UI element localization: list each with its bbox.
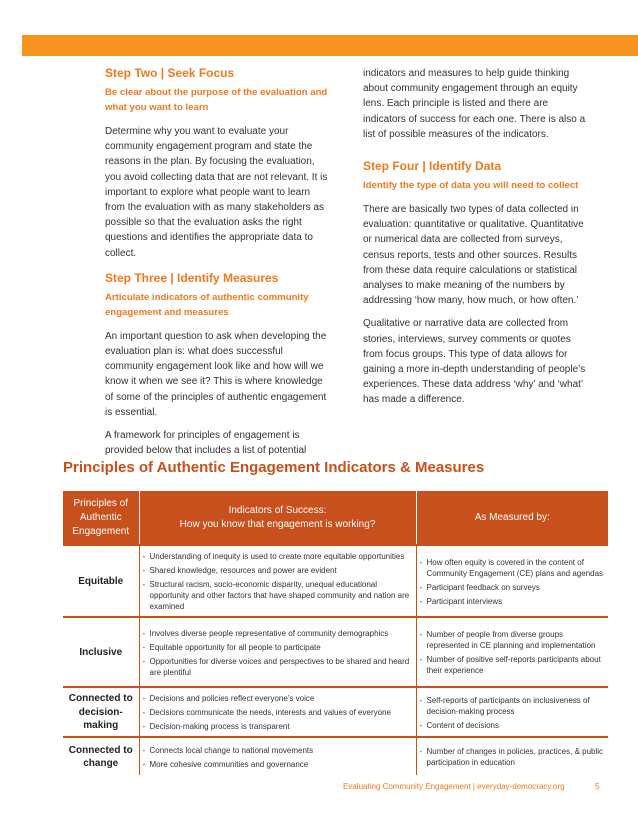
measure-item: - Participant feedback on surveys [420,582,606,593]
measure-item: - Number of changes in policies, practices, & public participation in education [420,746,606,768]
indicators-header [139,491,416,545]
step-four-title: Step Four | Identify Data [363,159,502,174]
indicator-item: - Decision-making process is transparent [143,721,413,732]
indicator-item: - Opportunities for diverse voices and perspectives to be shared and heard are plentiful [143,656,413,678]
measures-header: As Measured by: [416,491,608,545]
indicators-cell [139,687,416,737]
indicators-header-line-2: How you know that engagement is working? [179,518,376,530]
step-four-subtitle: Identify the type of data you will need to collect [363,180,579,192]
indicator-item: - Decisions communicate the needs, interests and values of everyone [143,707,413,718]
table-header-row [63,491,608,545]
table-row [63,545,608,617]
step-three-paragraph-2: A framework for principles of engagement is provided below that includes a list of potential [105,430,307,457]
measures-cell [416,545,608,617]
step-three-title: Step Three | Identify Measures [105,270,279,285]
measures-cell [416,737,608,775]
indicator-item: - Decisions and policies reflect everyone’s voice [143,693,413,704]
table-row [63,617,608,687]
top-accent-bar [22,35,638,56]
indicator-item: - More cohesive communities and governance [143,759,413,770]
indicator-item: - Equitable opportunity for all people to participate [143,642,413,653]
step-three-paragraph-2-continued: indicators and measures to help guide thinking about community engagement through an equity lens. Each principle is listed and there are indicators of success for each one. There is also a list of possible measures of the indicators. [363,68,586,140]
step-three-paragraph-1: An important question to ask when developing the evaluation plan is: what does successful community engagement look like and how will we know it when we see it? This is where knowledge of some of the principles of authentic engagement is essential. [105,330,327,418]
measure-item: - Self-reports of participants on inclusiveness of decision-making process [420,695,606,717]
principles-table [63,491,608,775]
right-column [363,66,593,416]
table-row [63,687,608,737]
step-two-title: Step Two | Seek Focus [105,66,235,80]
step-four-paragraph-1: There are basically two types of data collected in evaluation: quantitative or qualitative. Quantitative or numerical data are collected from surveys, census reports, tests and other sources. Results from these data require calculations or statistical analyses to make meaning of the numbers by addressing ‘how many, how much, or how often.’ [363,204,584,307]
left-column [105,66,330,466]
measures-cell [416,687,608,737]
indicator-item: - Shared knowledge, resources and power are evident [143,565,413,576]
indicators-cell [139,737,416,775]
page-number: 5 [595,782,600,791]
table-row [63,737,608,775]
indicators-header-line-1: Indicators of Success: [228,504,327,516]
step-two-subtitle: Be clear about the purpose of the evaluation and what you want to learn [105,87,328,113]
measure-item: - Participant interviews [420,596,606,607]
principle-cell: Inclusive [63,617,139,687]
measure-item: - How often equity is covered in the content of Community Engagement (CE) plans and agendas [420,557,606,579]
footer-text: Evaluating Community Engagement | everyday-democracy.org [343,782,565,791]
principle-cell: Equitable [63,545,139,617]
measures-cell [416,617,608,687]
table-title: Principles of Authentic Engagement Indicators & Measures [63,459,485,476]
measure-item: - Number of positive self-reports participants about their experience [420,654,606,676]
indicator-item: - Involves diverse people representative of community demographics [143,628,413,639]
principle-cell: Connected to change [63,737,139,775]
principles-header: Principles of Authentic Engagement [63,491,139,545]
step-three-subtitle: Articulate indicators of authentic community engagement and measures [105,291,309,318]
indicator-item: - Connects local change to national movements [143,745,413,756]
indicators-cell [139,545,416,617]
indicator-item: - Structural racism, socio-economic disparity, unequal educational opportunity and other factors that have shaped community and nation are examined [143,579,413,612]
indicator-item: - Understanding of inequity is used to create more equitable opportunities [143,551,413,562]
step-four-paragraph-2: Qualitative or narrative data are collected from stories, interviews, survey comments or quotes from focus groups. This type of data allows for gaining a more in-depth understanding of people’s experiences. These data address ‘why’ and ‘what’ has made a difference. [363,318,586,406]
measure-item: - Content of decisions [420,720,606,731]
step-two-body: Determine why you want to evaluate your community engagement program and state the reasons in the plan. By focusing the evaluation, you avoid collecting data that are not relevant. It is important to explore what people want to learn from the evaluation with as many stakeholders as possible so that the evaluation asks the right questions and identifies the appropriate data to collect. [105,126,328,259]
principle-cell: Connected to decision-making [63,687,139,737]
measure-item: - Number of people from diverse groups represented in CE planning and implementation [420,629,606,651]
indicators-cell [139,617,416,687]
